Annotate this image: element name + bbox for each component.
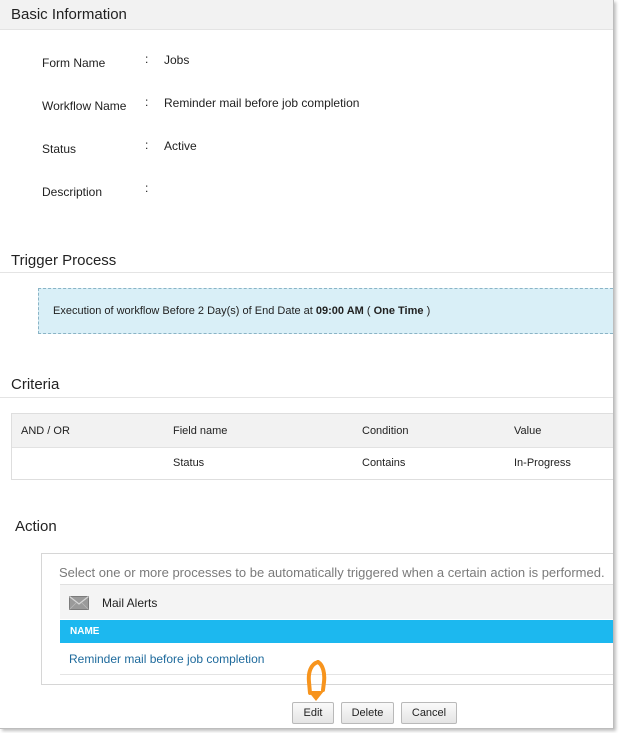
mail-alerts-label: Mail Alerts — [102, 596, 158, 610]
description-label: Description — [42, 185, 103, 199]
workflow-name-label: Workflow Name — [42, 99, 127, 113]
form-name-value: Jobs — [164, 53, 190, 67]
trigger-paren-close: ) — [423, 305, 431, 317]
col-condition: Condition — [362, 425, 409, 437]
name-column-header — [60, 620, 614, 643]
cancel-button[interactable]: Cancel — [401, 702, 457, 724]
colon: : — [145, 138, 149, 152]
delete-button[interactable]: Delete — [341, 702, 394, 724]
colon: : — [145, 52, 149, 66]
edit-button[interactable]: Edit — [292, 702, 334, 724]
pointer-arrow-icon — [305, 660, 329, 702]
col-and-or: AND / OR — [21, 425, 70, 437]
trigger-summary — [38, 288, 614, 334]
name-header-label: NAME — [70, 626, 100, 637]
trigger-process-header: Trigger Process — [11, 252, 117, 269]
divider — [0, 397, 614, 398]
trigger-time: 09:00 AM — [315, 305, 364, 317]
row-condition: Contains — [362, 457, 406, 469]
divider — [0, 272, 614, 273]
col-field-name: Field name — [173, 425, 228, 437]
col-value: Value — [514, 425, 542, 437]
colon: : — [145, 95, 149, 109]
action-description: Select one or more processes to be automatically triggered when a certain action is performed. — [59, 565, 605, 580]
mail-alerts-bar — [60, 584, 614, 619]
status-value: Active — [164, 139, 197, 153]
colon: : — [145, 181, 149, 195]
basic-info-header: Basic Information — [0, 0, 614, 30]
status-label: Status — [42, 142, 77, 156]
workflow-name-value: Reminder mail before job completion — [164, 96, 360, 110]
mail-alert-link[interactable]: Reminder mail before job completion — [69, 652, 265, 666]
trigger-paren-open: ( — [363, 305, 374, 317]
criteria-header: Criteria — [11, 376, 60, 393]
action-header: Action — [15, 518, 57, 535]
divider — [60, 674, 614, 675]
row-field-name: Status — [173, 457, 205, 469]
envelope-icon — [69, 596, 89, 610]
row-value: In-Progress — [514, 457, 571, 469]
criteria-table — [11, 413, 614, 480]
trigger-frequency: One Time — [373, 305, 424, 317]
trigger-text: Execution of workflow Before 2 Day(s) of End Date at — [53, 305, 316, 317]
form-name-label: Form Name — [42, 56, 106, 70]
